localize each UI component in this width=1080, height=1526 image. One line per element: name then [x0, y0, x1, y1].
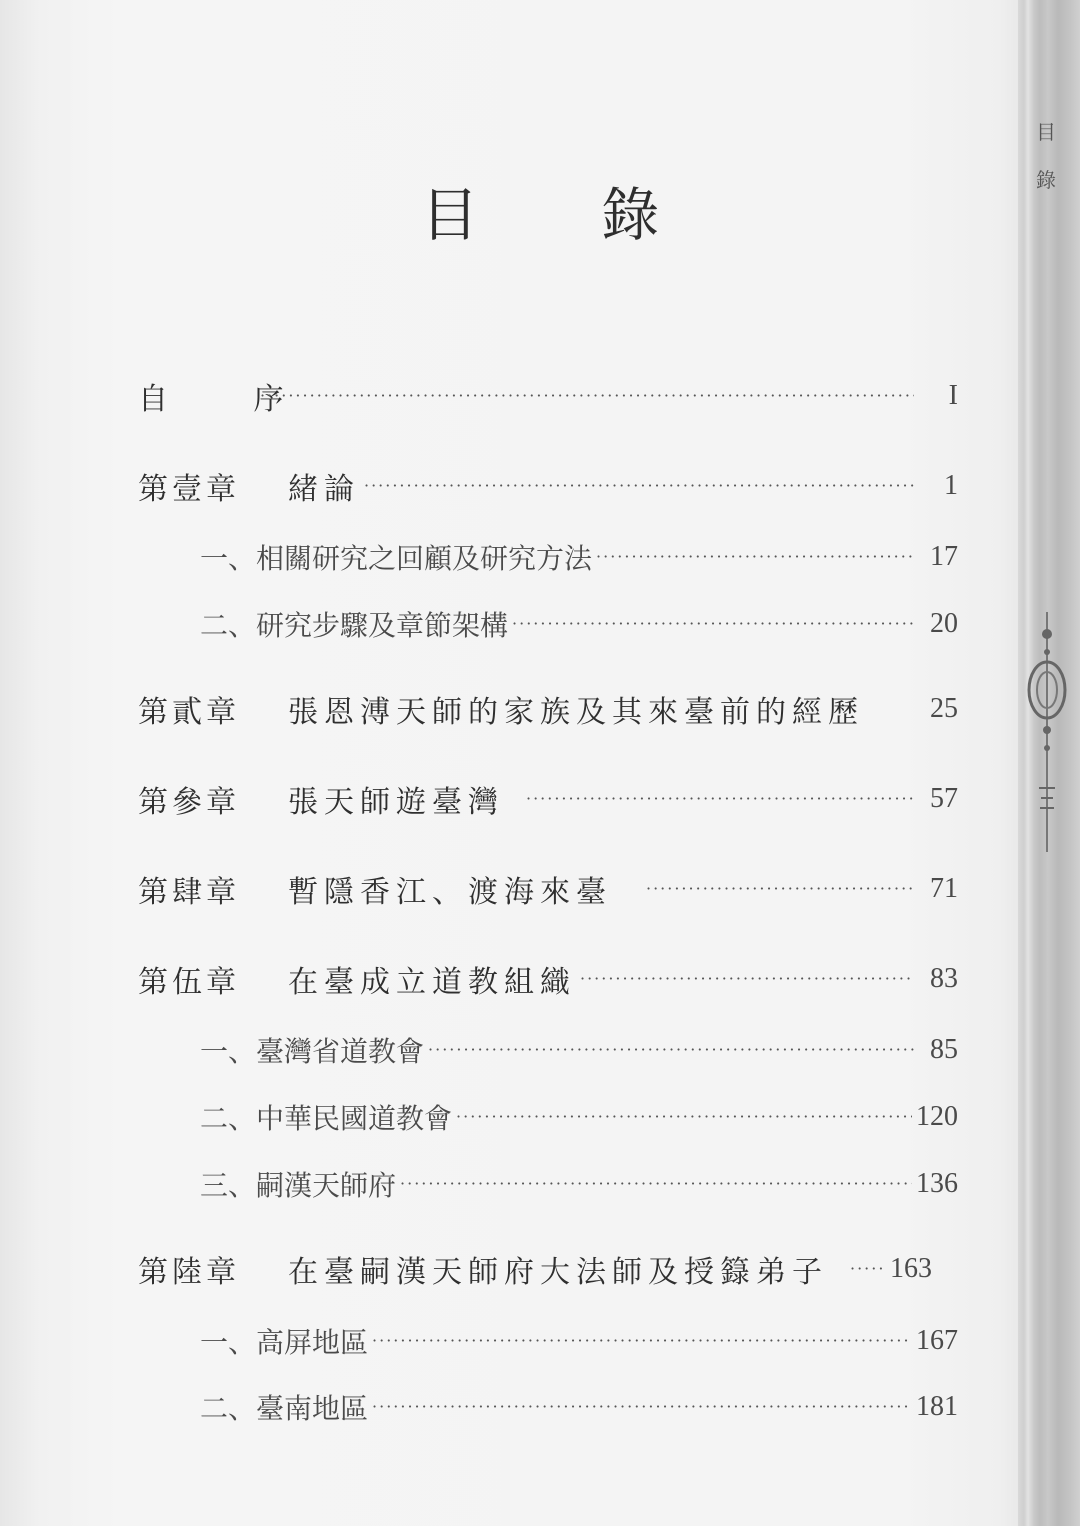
- entry-page-number: 20: [930, 608, 958, 639]
- entry-title: 在臺嗣漢天師府大法師及授籙弟子: [288, 1255, 828, 1290]
- entry-title: 張天師遊臺灣: [288, 785, 504, 820]
- toc-entry-preface[interactable]: [138, 373, 958, 419]
- entry-number: 一、: [200, 1035, 257, 1068]
- toc-entry-chapter-3[interactable]: [138, 776, 958, 822]
- entry-title: 張恩溥天師的家族及其來臺前的經歷: [288, 695, 864, 730]
- dot-leader: [526, 776, 914, 822]
- dot-leader: [372, 1384, 912, 1430]
- entry-page-number: I: [948, 380, 958, 411]
- entry-title: 研究步驟及章節架構: [256, 609, 509, 642]
- entry-page-number: 120: [916, 1101, 958, 1132]
- entry-page-number: 83: [930, 963, 958, 994]
- dot-leader: [400, 1161, 912, 1207]
- entry-title: 臺灣省道教會: [256, 1035, 425, 1068]
- toc-entry-chapter-5[interactable]: [138, 956, 958, 1002]
- entry-number: 二、: [200, 1392, 257, 1425]
- entry-page-number: 136: [916, 1168, 958, 1199]
- page-title: 目 錄: [420, 181, 712, 249]
- toc-entry-section[interactable]: [200, 1027, 958, 1073]
- entry-number: 第壹章: [138, 472, 240, 507]
- entry-page-number: 85: [930, 1034, 958, 1065]
- dot-leader: [260, 373, 914, 419]
- entry-number: 二、: [200, 609, 257, 642]
- entry-title: 嗣漢天師府: [256, 1169, 397, 1202]
- toc-entry-section[interactable]: [200, 601, 958, 647]
- dot-leader: [456, 1094, 912, 1140]
- entry-number: 自 序: [138, 382, 322, 417]
- entry-number: 二、: [200, 1102, 257, 1135]
- entry-page-number: 167: [916, 1325, 958, 1356]
- dot-leader: [850, 1246, 886, 1292]
- dot-leader: [372, 1318, 912, 1364]
- toc-entry-section[interactable]: [200, 534, 958, 580]
- toc-entry-section[interactable]: [200, 1161, 958, 1207]
- toc-entry-section[interactable]: [200, 1094, 958, 1140]
- dot-leader: [428, 1027, 914, 1073]
- entry-page-number: 1: [944, 470, 958, 501]
- dot-leader: [364, 463, 914, 509]
- entry-page-number: 163: [890, 1253, 932, 1284]
- entry-page-number: 181: [916, 1391, 958, 1422]
- dot-leader: [646, 866, 914, 912]
- entry-page-number: 17: [930, 541, 958, 572]
- entry-page-number: 57: [930, 783, 958, 814]
- dot-leader: [596, 534, 914, 580]
- toc-entry-section[interactable]: [200, 1318, 958, 1364]
- toc-entry-chapter-4[interactable]: [138, 866, 958, 912]
- toc-entry-chapter-2[interactable]: [138, 686, 958, 732]
- entry-page-number: 25: [930, 693, 958, 724]
- dot-leader: [580, 956, 914, 1002]
- entry-number: 三、: [200, 1169, 257, 1202]
- entry-title: 暫隱香江、渡海來臺: [288, 875, 612, 910]
- toc-entry-section[interactable]: [200, 1384, 958, 1430]
- entry-number: 一、: [200, 542, 257, 575]
- dot-leader: [512, 601, 914, 647]
- running-head-char-2: 錄: [1036, 168, 1056, 192]
- running-head-char-1: 目: [1036, 120, 1056, 144]
- toc-entry-chapter-1[interactable]: [138, 463, 958, 509]
- entry-title: 中華民國道教會: [256, 1102, 453, 1135]
- entry-number: 第伍章: [138, 965, 240, 1000]
- entry-title: 緒論: [288, 472, 360, 507]
- entry-title: 相關研究之回顧及研究方法: [256, 542, 593, 575]
- toc-entry-chapter-6[interactable]: [138, 1246, 958, 1292]
- entry-number: 第陸章: [138, 1255, 240, 1290]
- entry-number: 第貳章: [138, 695, 240, 730]
- entry-title: 高屏地區: [256, 1326, 369, 1359]
- entry-number: 第肆章: [138, 875, 240, 910]
- entry-number: 第參章: [138, 785, 240, 820]
- entry-title: 在臺成立道教組織: [288, 965, 576, 1000]
- entry-title: 臺南地區: [256, 1392, 369, 1425]
- entry-number: 一、: [200, 1326, 257, 1359]
- entry-page-number: 71: [930, 873, 958, 904]
